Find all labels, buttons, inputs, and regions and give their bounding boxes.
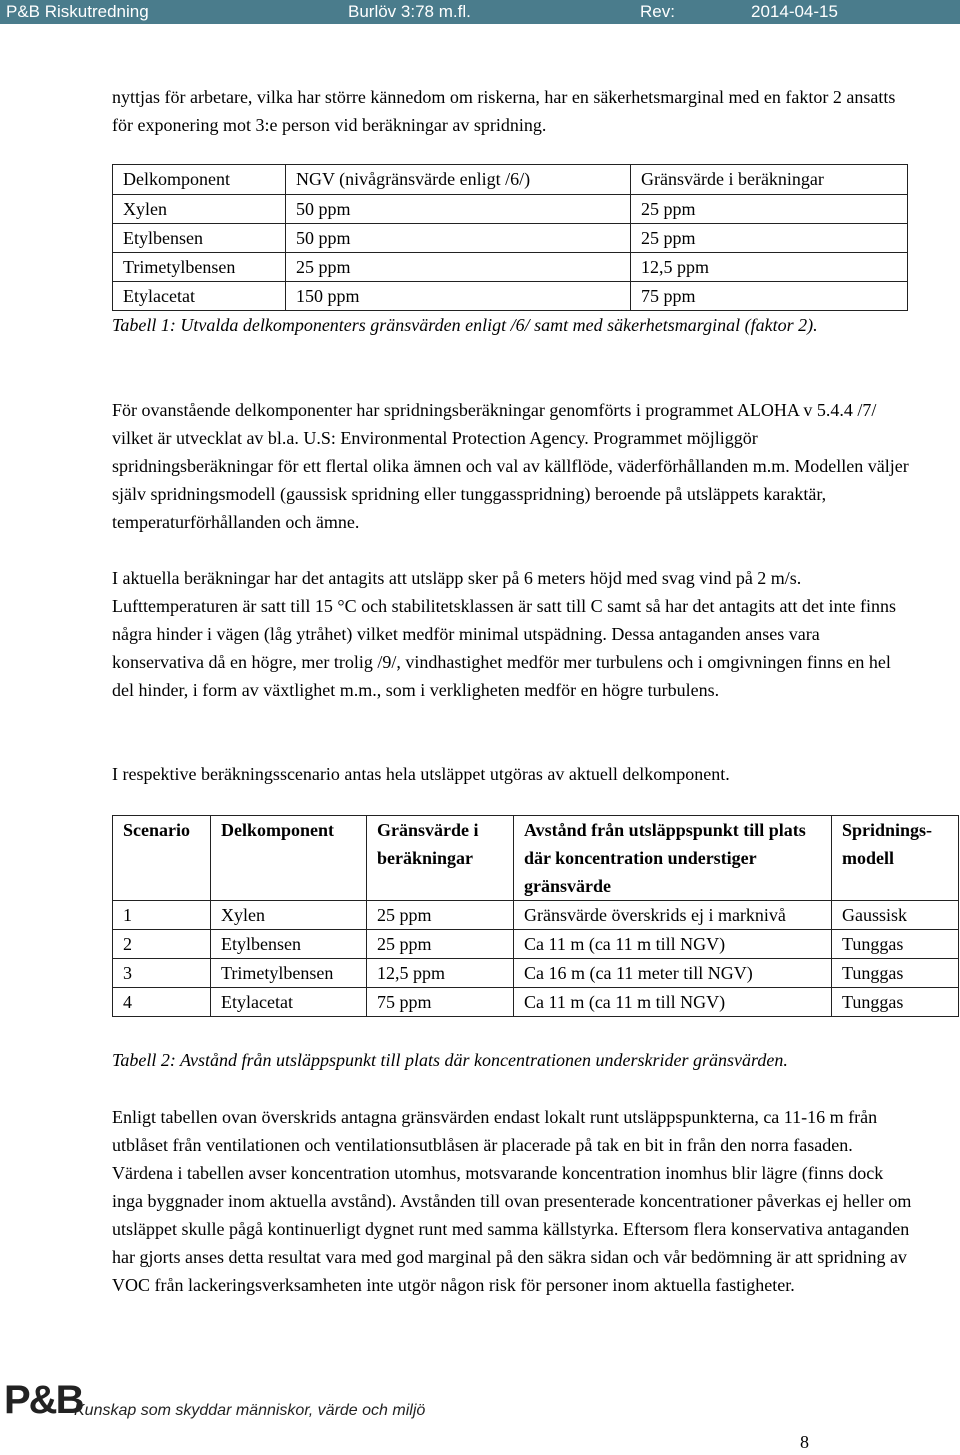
table-cell: 25 ppm — [367, 901, 514, 930]
table-row — [113, 930, 959, 959]
table-cell: 2 — [113, 930, 211, 959]
table-caption: Tabell 1: Utvalda delkomponenters gränsvärden enligt /6/ samt med säkerhetsmarginal (faktor 2). — [112, 315, 818, 335]
scenario-table — [112, 815, 959, 1017]
table-cell: 12,5 ppm — [631, 253, 908, 282]
table-row — [113, 253, 908, 282]
header-project: Burlöv 3:78 m.fl. — [348, 2, 471, 21]
table-row — [113, 282, 908, 311]
table-row — [113, 959, 959, 988]
table-cell: 1 — [113, 901, 211, 930]
table-cell: Gaussisk — [832, 901, 959, 930]
table-header-cell: Gränsvärde i beräkningar — [631, 165, 908, 195]
table-cell: Etylacetat — [211, 988, 367, 1017]
paragraph-scenario: I respektive beräkningsscenario antas hela utsläppet utgöras av aktuell delkomponent. — [112, 764, 730, 784]
table-cell: Tunggas — [832, 930, 959, 959]
footer-tagline: Kunskap som skyddar människor, värde och miljö — [74, 1402, 426, 1419]
table-header-cell: Gränsvärde i beräkningar — [367, 816, 514, 901]
table-cell: Xylen — [113, 195, 286, 224]
table-cell: 50 ppm — [286, 224, 631, 253]
page-header — [0, 0, 960, 24]
page-number: 8 — [800, 1432, 809, 1452]
table-row — [113, 224, 908, 253]
table-header-cell: NGV (nivågränsvärde enligt /6/) — [286, 165, 631, 195]
table-cell: Etylbensen — [211, 930, 367, 959]
table-cell: 75 ppm — [631, 282, 908, 311]
table-cell: Xylen — [211, 901, 367, 930]
paragraph-assumptions: I aktuella beräkningar har det antagits att utsläpp sker på 6 meters höjd med svag vind på 2 m/s. Lufttemperaturen är satt till 15 °C och stabilitetsklassen är satt till C samt så har det antagits att det inte finns några hinder i vägen (låg ytråhet) vilket medför minimal utspädning. Dessa antaganden anses vara konservativa då en högre, mer trolig /9/, vindhastighet medför mer turbulens och i omgivningen finns en hel del hinder, i form av växtlighet m.m., som i verkligheten medför en högre turbulens. — [112, 568, 897, 700]
table-cell: 25 ppm — [631, 224, 908, 253]
table-cell: Tunggas — [832, 959, 959, 988]
table-header-cell: Spridnings-modell — [832, 816, 959, 901]
table-header-cell: Scenario — [113, 816, 211, 901]
table-header-row — [113, 165, 908, 195]
limit-values-table — [112, 164, 908, 311]
table-cell: Ca 16 m (ca 11 meter till NGV) — [514, 959, 832, 988]
table-caption: Tabell 2: Avstånd från utsläppspunkt till plats där koncentrationen underskrider gränsvärden. — [112, 1050, 788, 1070]
table-cell: 4 — [113, 988, 211, 1017]
table-row — [113, 901, 959, 930]
table-cell: 50 ppm — [286, 195, 631, 224]
table-cell: Etylbensen — [113, 224, 286, 253]
table-cell: 25 ppm — [286, 253, 631, 282]
table-cell: Trimetylbensen — [113, 253, 286, 282]
table-cell: 25 ppm — [631, 195, 908, 224]
table-cell: 12,5 ppm — [367, 959, 514, 988]
table-cell: 75 ppm — [367, 988, 514, 1017]
header-rev-label: Rev: — [640, 2, 675, 21]
table-header-cell: Delkomponent — [211, 816, 367, 901]
table-cell: Trimetylbensen — [211, 959, 367, 988]
paragraph-conclusion: Enligt tabellen ovan överskrids antagna gränsvärden endast lokalt runt utsläppspunkterna, ca 11-16 m från utblåset från ventilationen och ventilationsutblåsen är placerade på tak en bit in från den norra fasaden. Värdena i tabellen avser koncentration utomhus, motsvarande koncentration inomhus blir lägre (finns dock inga byggnader inom aktuella avstånd). Avstånden till ovan presenterade koncentrationer påverkas ej heller om utsläppet skulle pågå kontinuerligt dygnet runt med samma källstyrka. Eftersom flera konservativa antaganden har gjorts anses detta resultat vara med god marginal på den säkra sidan och vår bedömning är att spridning av VOC från lackeringsverksamheten inte utgör någon risk för personer inom aktuella fastigheter. — [112, 1107, 912, 1295]
table-cell: 3 — [113, 959, 211, 988]
table-row — [113, 195, 908, 224]
header-date: 2014-04-15 — [751, 2, 838, 21]
table-cell: Etylacetat — [113, 282, 286, 311]
table-row — [113, 988, 959, 1017]
table-header-cell: Avstånd från utsläppspunkt till plats där koncentration understiger gränsvärde — [514, 816, 832, 901]
table-cell: 25 ppm — [367, 930, 514, 959]
table-cell: Ca 11 m (ca 11 m till NGV) — [514, 930, 832, 959]
table-header-cell: Delkomponent — [113, 165, 286, 195]
table-cell: Tunggas — [832, 988, 959, 1017]
company-logo: P&B — [4, 1378, 83, 1422]
table-cell: 150 ppm — [286, 282, 631, 311]
table-cell: Gränsvärde överskrids ej i marknivå — [514, 901, 832, 930]
table-header-row — [113, 816, 959, 901]
paragraph-intro: nyttjas för arbetare, vilka har större kännedom om riskerna, har en säkerhetsmarginal med en faktor 2 ansatts för exponering mot 3:e person vid beräkningar av spridning. — [112, 87, 896, 135]
table-cell: Ca 11 m (ca 11 m till NGV) — [514, 988, 832, 1017]
paragraph-aloha: För ovanstående delkomponenter har spridningsberäkningar genomförts i programmet ALOHA v 5.4.4 /7/ vilket är utvecklat av bl.a. U.S: Environmental Protection Agency. Programmet möjliggör spridningsberäkningar för ett flertal olika ämnen och val av källflöde, väderförhållanden m.m. Modellen väljer själv spridningsmodell (gaussisk spridning eller tunggasspridning) beroende på utsläppets karaktär, temperaturförhållanden och ämne. — [112, 400, 909, 532]
header-company: P&B Riskutredning — [6, 2, 149, 21]
